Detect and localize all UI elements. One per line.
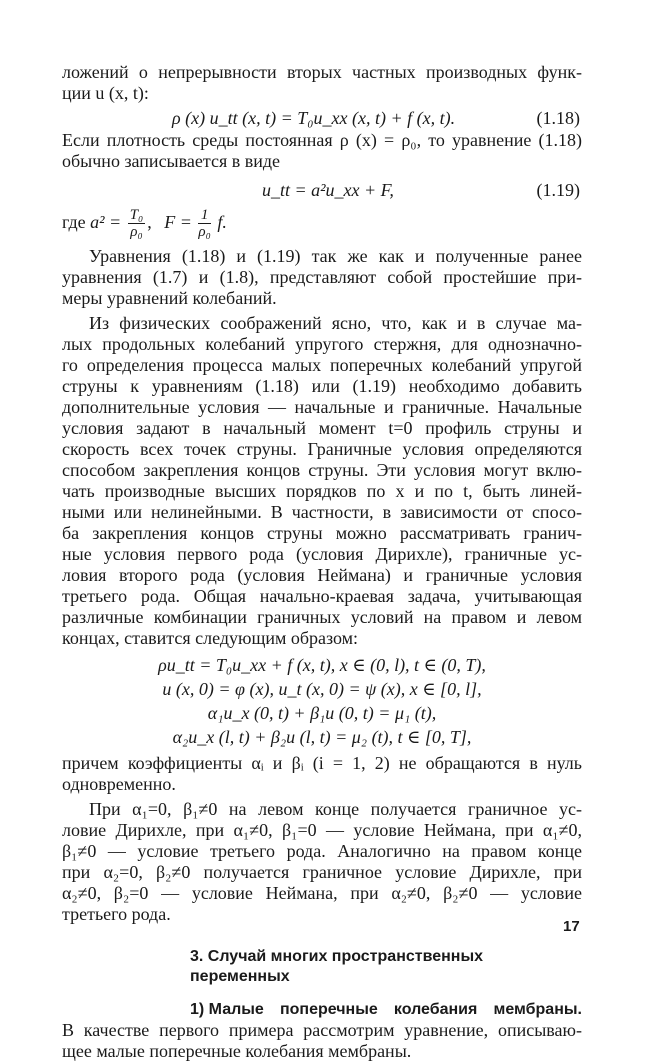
text-line: различные комбинации граничных условий на правом и левом	[62, 607, 582, 627]
paragraph	[62, 799, 582, 925]
text-line: Из физических соображений ясно, что, как и в случае ма-	[89, 313, 582, 333]
subsection-word: поперечные	[279, 1001, 378, 1018]
text-line: Уравнения (1.18) и (1.19) так же как и полученные ранее	[89, 246, 582, 266]
paragraph	[62, 246, 582, 309]
text-line: Если плотность среды постоянная ρ (x) = ρ₀, то уравнение (1.18)	[62, 130, 582, 150]
text-line: концах, ставится следующим образом:	[62, 628, 359, 648]
page-body	[62, 62, 582, 1062]
text-line: ловия второго рода (условия Неймана) и граничные условия	[62, 565, 582, 585]
system-line: u (x, 0) = φ (x), u_t (x, 0) = ψ (x), x ∈ [0, l],	[162, 679, 482, 699]
paragraph	[62, 1020, 582, 1062]
fraction-numerator: 1	[198, 207, 210, 224]
text-line: го определения процесса малых поперечных колебаний упругой	[62, 355, 582, 375]
system-line: α₂u_x (l, t) + β₂u (l, t) = μ₂ (t), t ∈ [0, T],	[172, 727, 472, 747]
text-line: уравнения (1.7) и (1.8), представляют собой простейшие при-	[62, 267, 582, 287]
text-line: при α₂=0, β₂≠0 получается граничное условие Дирихле, при	[62, 862, 582, 882]
text-line: причем коэффициенты αᵢ и βᵢ (i = 1, 2) не обращаются в нуль	[62, 753, 582, 773]
text-line: ные условия первого рода (условия Дирихле), граничные ус-	[62, 544, 582, 564]
text-line: лых продольных колебаний упругого стержня, для однозначно-	[62, 334, 582, 354]
equation-formula: u_tt = a²u_xx + F,	[262, 180, 394, 200]
paragraph	[62, 753, 582, 795]
subsection-word: 1) Малые	[190, 1001, 264, 1018]
text-line: скорость всех точек струны. Граничные условия определяются	[62, 439, 582, 459]
section-heading	[190, 947, 582, 987]
where-prefix: где	[62, 212, 86, 232]
subsection-word: колебания	[393, 1001, 478, 1018]
text-line: ловие Дирихле, при α₁≠0, β₁=0 — условие Неймана, при α₁≠0,	[62, 820, 582, 840]
text-line: ными или нелинейными. В частности, в зависимости от спосо-	[62, 502, 582, 522]
text-line: β₁≠0 — условие третьего рода. Аналогично на правом конце	[62, 841, 582, 861]
page-number: 17	[563, 918, 580, 935]
text-line: обычно записывается в виде	[62, 151, 281, 171]
fraction-a	[128, 207, 146, 240]
fraction-denominator: ρ₀	[198, 224, 211, 241]
text-line: третьего рода.	[62, 904, 171, 924]
text-line: струны к уравнениям (1.18) или (1.19) необходимо добавить	[62, 376, 582, 396]
text-line: При α₁=0, β₁≠0 на левом конце получается граничное ус-	[89, 799, 582, 819]
text-line: щее малые поперечные колебания мембраны.	[62, 1041, 412, 1061]
section-heading-line: 3. Случай многих пространственных	[190, 948, 483, 965]
section-heading-line: переменных	[190, 968, 290, 985]
text-line: чать производные высших порядков по x и по t, быть линей-	[62, 481, 582, 501]
f-tail: f.	[217, 212, 227, 232]
text-line: ложений о непрерывности вторых частных производных функ-	[62, 62, 582, 82]
text-line: одновременно.	[62, 774, 176, 794]
fraction-f	[198, 207, 210, 240]
equation-1-19	[62, 178, 582, 202]
text-line: В качестве первого примера рассмотрим уравнение, описываю-	[62, 1020, 582, 1040]
text-line: способом закрепления концов струны. Эти условия могут вклю-	[62, 460, 582, 480]
text-line: ба закрепления концов струны можно рассматривать гранич-	[62, 523, 582, 543]
fraction-numerator: T₀	[129, 207, 144, 224]
system-line: α₁u_x (0, t) + β₁u (0, t) = μ₁ (t),	[207, 703, 437, 723]
paragraph	[62, 313, 582, 649]
equation-1-18	[62, 106, 582, 130]
text-line: α₂≠0, β₂=0 — условие Неймана, при α₂≠0, β₂≠0 — условие	[62, 883, 582, 903]
separator: ,	[147, 212, 152, 232]
equation-number: (1.19)	[536, 180, 580, 200]
equation-number: (1.18)	[536, 108, 580, 128]
a-lhs: a² =	[90, 212, 122, 232]
fraction-denominator: ρ₀	[130, 224, 143, 241]
text-line: условия задают в начальный момент t=0 профиль струны и	[62, 418, 582, 438]
text-line: третьего рода. Общая начально-краевая задача, учитывающая	[62, 586, 582, 606]
where-definitions	[62, 202, 582, 242]
f-lhs: F =	[164, 212, 192, 232]
boundary-value-system	[62, 653, 582, 749]
system-line: ρu_tt = T₀u_xx + f (x, t), x ∈ (0, l), t ∈ (0, T),	[158, 655, 486, 675]
text-line: меры уравнений колебаний.	[62, 288, 277, 308]
text-line: дополнительные условия — начальные и граничные. Начальные	[62, 397, 582, 417]
subsection-word: мембраны.	[493, 1001, 582, 1018]
subsection-heading	[190, 999, 582, 1020]
text-line: ции u (x, t):	[62, 83, 149, 103]
equation-formula: ρ (x) u_tt (x, t) = T₀u_xx (x, t) + f (x, t).	[172, 108, 456, 128]
